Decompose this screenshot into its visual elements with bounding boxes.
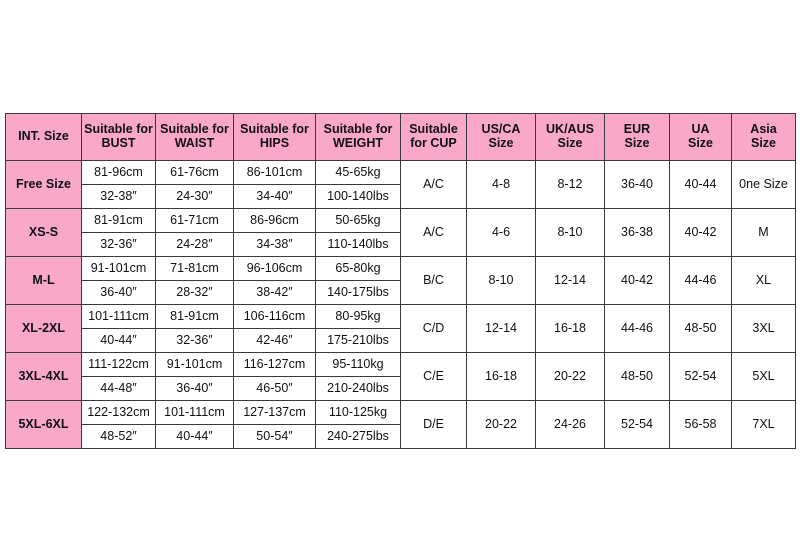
column-header-line2: for CUP [410,136,457,150]
row-label-int-size: Free Size [6,161,82,209]
cell-weight-kg: 65-80kg [316,257,401,281]
column-header-hips [234,114,316,161]
cell-asia: 5XL [732,353,796,401]
column-header-uk-aus [536,114,605,161]
cell-waist-in: 40-44″ [156,425,234,449]
row-label-int-size: XL-2XL [6,305,82,353]
column-header-line2: Size [750,136,776,150]
cell-ua: 56-58 [670,401,732,449]
table-header [6,114,796,161]
cell-uk-aus: 8-10 [536,209,605,257]
cell-asia: 0ne Size [732,161,796,209]
row-label-int-size: XS-S [6,209,82,257]
cell-waist-in: 28-32″ [156,281,234,305]
cell-weight-lb: 110-140lbs [316,233,401,257]
cell-bust-in: 44-48″ [82,377,156,401]
table-row [6,353,796,377]
cell-waist-in: 24-28″ [156,233,234,257]
column-header-int-size [6,114,82,161]
cell-weight-kg: 80-95kg [316,305,401,329]
cell-waist-in: 32-36″ [156,329,234,353]
column-header-line1: EUR [623,122,651,137]
cell-cup: D/E [401,401,467,449]
cell-hips-cm: 106-116cm [234,305,316,329]
column-header-line1: INT. Size [18,129,69,144]
cell-waist-cm: 61-76cm [156,161,234,185]
cell-ua: 44-46 [670,257,732,305]
column-header-line1: US/CA [481,122,521,137]
column-header-line2: Size [687,136,713,150]
cell-bust-cm: 122-132cm [82,401,156,425]
column-header-line2: Size [624,136,650,150]
cell-weight-kg: 95-110kg [316,353,401,377]
cell-bust-cm: 111-122cm [82,353,156,377]
table-row [6,161,796,185]
cell-waist-cm: 71-81cm [156,257,234,281]
column-header-line2: BUST [101,136,136,150]
cell-bust-in: 40-44″ [82,329,156,353]
column-header-weight [316,114,401,161]
size-chart-table [5,113,796,449]
cell-hips-in: 42-46″ [234,329,316,353]
cell-waist-in: 36-40″ [156,377,234,401]
cell-ua: 40-42 [670,209,732,257]
cell-eur: 48-50 [605,353,670,401]
cell-cup: C/E [401,353,467,401]
cell-uk-aus: 24-26 [536,401,605,449]
column-header-line2: HIPS [259,136,290,150]
cell-weight-lb: 240-275lbs [316,425,401,449]
column-header-line1: Suitable for [160,122,229,137]
cell-hips-cm: 127-137cm [234,401,316,425]
cell-us-ca: 12-14 [467,305,536,353]
cell-cup: B/C [401,257,467,305]
column-header-waist [156,114,234,161]
cell-bust-in: 36-40″ [82,281,156,305]
cell-bust-cm: 101-111cm [82,305,156,329]
cell-weight-kg: 50-65kg [316,209,401,233]
cell-weight-lb: 140-175lbs [316,281,401,305]
cell-ua: 52-54 [670,353,732,401]
table-body [6,161,796,449]
table-row [6,305,796,329]
table-header-row [6,114,796,161]
cell-ua: 48-50 [670,305,732,353]
cell-bust-in: 32-36″ [82,233,156,257]
column-header-line2: Size [488,136,514,150]
cell-bust-in: 32-38″ [82,185,156,209]
row-label-int-size: 5XL-6XL [6,401,82,449]
cell-cup: A/C [401,209,467,257]
column-header-cup [401,114,467,161]
cell-us-ca: 16-18 [467,353,536,401]
column-header-line2: WAIST [174,136,215,150]
cell-waist-in: 24-30″ [156,185,234,209]
column-header-line1: Suitable for [323,122,393,137]
column-header-line2: Size [557,136,583,150]
column-header-line2: WEIGHT [333,136,383,150]
column-header-bust [82,114,156,161]
cell-waist-cm: 91-101cm [156,353,234,377]
column-header-ua [670,114,732,161]
cell-hips-cm: 86-101cm [234,161,316,185]
cell-waist-cm: 81-91cm [156,305,234,329]
cell-hips-in: 50-54″ [234,425,316,449]
column-header-asia [732,114,796,161]
cell-asia: XL [732,257,796,305]
cell-weight-lb: 175-210lbs [316,329,401,353]
size-chart-table-wrapper [5,113,795,449]
cell-hips-in: 46-50″ [234,377,316,401]
table-row [6,401,796,425]
cell-bust-cm: 91-101cm [82,257,156,281]
cell-bust-cm: 81-91cm [82,209,156,233]
column-header-line1: Suitable for [84,122,153,137]
cell-waist-cm: 101-111cm [156,401,234,425]
cell-uk-aus: 8-12 [536,161,605,209]
cell-us-ca: 4-6 [467,209,536,257]
cell-waist-cm: 61-71cm [156,209,234,233]
cell-weight-lb: 100-140lbs [316,185,401,209]
cell-us-ca: 20-22 [467,401,536,449]
cell-cup: A/C [401,161,467,209]
cell-weight-kg: 110-125kg [316,401,401,425]
cell-asia: 7XL [732,401,796,449]
cell-eur: 52-54 [605,401,670,449]
cell-us-ca: 8-10 [467,257,536,305]
column-header-line1: UA [691,122,710,137]
cell-hips-cm: 116-127cm [234,353,316,377]
column-header-us-ca [467,114,536,161]
cell-uk-aus: 20-22 [536,353,605,401]
cell-uk-aus: 12-14 [536,257,605,305]
cell-cup: C/D [401,305,467,353]
cell-bust-cm: 81-96cm [82,161,156,185]
cell-ua: 40-44 [670,161,732,209]
cell-bust-in: 48-52″ [82,425,156,449]
cell-eur: 36-38 [605,209,670,257]
row-label-int-size: 3XL-4XL [6,353,82,401]
column-header-line1: Asia [750,122,777,137]
cell-hips-cm: 86-96cm [234,209,316,233]
cell-hips-cm: 96-106cm [234,257,316,281]
cell-hips-in: 34-40″ [234,185,316,209]
cell-weight-kg: 45-65kg [316,161,401,185]
cell-asia: M [732,209,796,257]
cell-eur: 40-42 [605,257,670,305]
column-header-line1: Suitable for [240,122,309,137]
cell-asia: 3XL [732,305,796,353]
cell-weight-lb: 210-240lbs [316,377,401,401]
cell-eur: 44-46 [605,305,670,353]
table-row [6,209,796,233]
cell-uk-aus: 16-18 [536,305,605,353]
cell-hips-in: 34-38″ [234,233,316,257]
cell-us-ca: 4-8 [467,161,536,209]
table-row [6,257,796,281]
column-header-eur [605,114,670,161]
cell-eur: 36-40 [605,161,670,209]
column-header-line1: UK/AUS [546,122,594,137]
row-label-int-size: M-L [6,257,82,305]
cell-hips-in: 38-42″ [234,281,316,305]
column-header-line1: Suitable [409,122,458,137]
